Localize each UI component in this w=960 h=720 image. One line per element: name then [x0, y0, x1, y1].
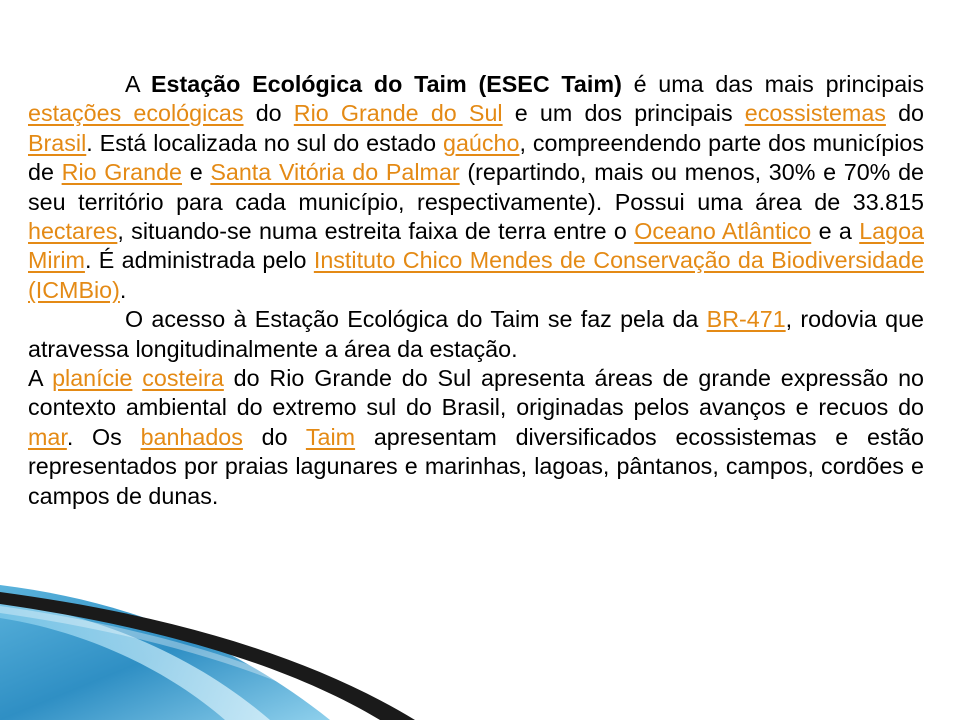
inline-link[interactable]: BR-471: [706, 306, 786, 333]
text-run: , compreendendo parte dos municípios de: [28, 129, 925, 186]
text-run: e um dos principais: [502, 100, 745, 127]
text-run: (repartindo, mais ou menos, 30% e 70% de seu território para cada município, respectivamente). Possui uma área de 33.815: [28, 159, 925, 215]
inline-link[interactable]: costeira: [142, 365, 224, 392]
inline-link[interactable]: Brasil: [28, 129, 87, 156]
inline-link[interactable]: Oceano Atlântico: [634, 218, 812, 245]
inline-link[interactable]: planície: [52, 365, 133, 392]
inline-link[interactable]: Rio Grande do Sul: [293, 100, 503, 127]
text-run: do Rio Grande do Sul apresenta áreas de grande expressão no contexto ambiental do extremo sul do Brasil, originadas pelos avanços e recuos do: [28, 365, 924, 421]
text-run: do: [885, 100, 925, 127]
text-run: [132, 365, 142, 391]
inline-link[interactable]: ecossistemas: [744, 100, 886, 127]
text-run: do: [243, 100, 294, 127]
inline-link[interactable]: banhados: [140, 423, 243, 450]
bold-text: Estação Ecológica do Taim (ESEC Taim): [151, 71, 622, 97]
text-run: e: [182, 159, 211, 186]
text-run: , rodovia que atravessa longitudinalmente a área da estação.: [28, 306, 924, 362]
inline-link[interactable]: Rio Grande: [61, 159, 182, 186]
text-run: .: [119, 276, 127, 303]
text-run: do: [242, 423, 306, 450]
text-run: O acesso à Estação Ecológica do Taim se faz pela da: [125, 306, 707, 333]
inline-link[interactable]: hectares: [28, 218, 118, 245]
text-run: A: [28, 365, 53, 392]
inline-link[interactable]: Taim: [305, 423, 356, 450]
paragraph: [28, 364, 924, 511]
text-run: . Os: [66, 423, 141, 450]
inline-link[interactable]: estações ecológicas: [28, 100, 244, 127]
inline-link[interactable]: mar: [28, 423, 67, 450]
inline-link[interactable]: Lagoa Mirim: [28, 218, 924, 274]
inline-link[interactable]: gaúcho: [443, 129, 520, 156]
text-run: A: [125, 71, 151, 97]
text-run: é uma das mais principais: [621, 71, 924, 97]
inline-link[interactable]: Santa Vitória do Palmar: [210, 159, 460, 186]
paragraph: [28, 70, 924, 305]
text-run: e a: [811, 218, 860, 245]
text-run: . Está localizada no sul do estado: [86, 129, 443, 156]
text-run: . É administrada pelo: [84, 247, 314, 274]
body-text: [28, 70, 924, 511]
text-run: , situando-se numa estreita faixa de terra entre o: [117, 218, 635, 245]
text-run: apresentam diversificados ecossistemas e estão representados por praias lagunares e marinhas, lagoas, pântanos, campos, cordões e campos de dunas.: [28, 423, 924, 509]
paragraph: [28, 305, 924, 364]
inline-link[interactable]: Instituto Chico Mendes de Conservação da Biodiversidade (ICMBio): [28, 247, 924, 303]
